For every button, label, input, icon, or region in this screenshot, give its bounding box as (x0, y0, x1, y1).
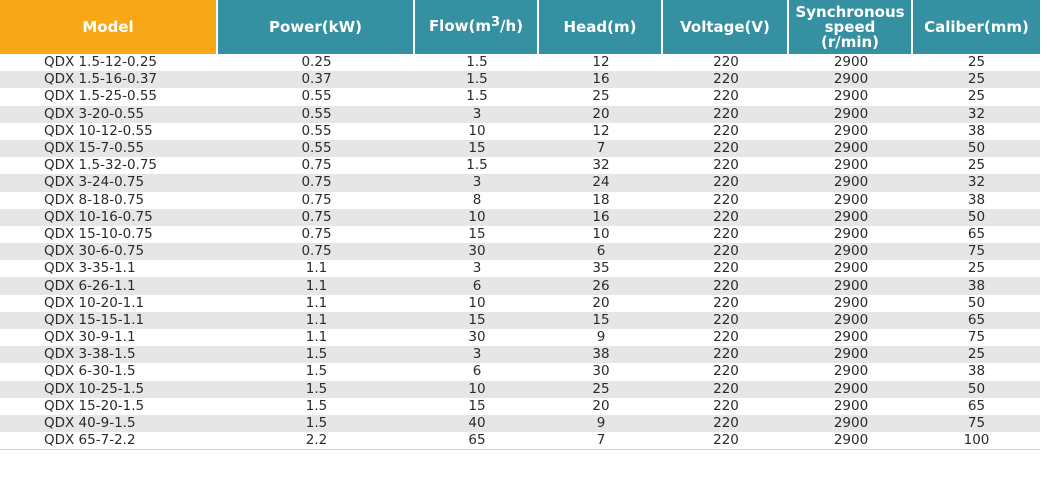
cell-speed: 2900 (789, 432, 913, 450)
table-row (0, 260, 1040, 277)
cell-flow: 30 (415, 329, 539, 346)
header-voltage: Voltage(V) (663, 0, 789, 54)
cell-speed: 2900 (789, 398, 913, 415)
cell-head: 20 (539, 398, 663, 415)
cell-flow: 3 (415, 106, 539, 123)
cell-voltage: 220 (663, 415, 789, 432)
cell-flow: 8 (415, 192, 539, 209)
cell-flow: 3 (415, 174, 539, 191)
cell-voltage: 220 (663, 192, 789, 209)
cell-voltage: 220 (663, 295, 789, 312)
table-header (0, 0, 1040, 54)
cell-caliber: 65 (913, 398, 1040, 415)
cell-voltage: 220 (663, 260, 789, 277)
cell-speed: 2900 (789, 106, 913, 123)
cell-caliber: 50 (913, 209, 1040, 226)
cell-head: 20 (539, 295, 663, 312)
cell-speed: 2900 (789, 157, 913, 174)
cell-model: QDX 15-10-0.75 (0, 226, 218, 243)
cell-model: QDX 30-9-1.1 (0, 329, 218, 346)
table-row (0, 277, 1040, 294)
cell-head: 24 (539, 174, 663, 191)
cell-power: 1.1 (218, 277, 415, 294)
cell-caliber: 38 (913, 277, 1040, 294)
cell-power: 1.5 (218, 346, 415, 363)
cell-head: 25 (539, 88, 663, 105)
header-head: Head(m) (539, 0, 663, 54)
cell-flow: 1.5 (415, 157, 539, 174)
cell-model: QDX 10-25-1.5 (0, 381, 218, 398)
cell-head: 20 (539, 106, 663, 123)
cell-voltage: 220 (663, 346, 789, 363)
cell-flow: 10 (415, 295, 539, 312)
cell-voltage: 220 (663, 140, 789, 157)
cell-head: 18 (539, 192, 663, 209)
cell-flow: 15 (415, 226, 539, 243)
cell-caliber: 75 (913, 329, 1040, 346)
table-row (0, 381, 1040, 398)
table-row (0, 174, 1040, 191)
cell-voltage: 220 (663, 123, 789, 140)
table-row (0, 71, 1040, 88)
cell-voltage: 220 (663, 174, 789, 191)
cell-caliber: 32 (913, 174, 1040, 191)
table-row (0, 88, 1040, 105)
cell-speed: 2900 (789, 346, 913, 363)
cell-head: 9 (539, 415, 663, 432)
cell-power: 1.5 (218, 398, 415, 415)
cell-power: 0.55 (218, 106, 415, 123)
cell-speed: 2900 (789, 123, 913, 140)
header-flow (415, 0, 539, 54)
table-row (0, 123, 1040, 140)
table-row (0, 226, 1040, 243)
cell-speed: 2900 (789, 312, 913, 329)
cell-speed: 2900 (789, 88, 913, 105)
cell-power: 0.75 (218, 157, 415, 174)
cell-model: QDX 10-20-1.1 (0, 295, 218, 312)
header-synchronous-speed (789, 0, 913, 54)
cell-model: QDX 30-6-0.75 (0, 243, 218, 260)
cell-caliber: 65 (913, 312, 1040, 329)
cell-caliber: 38 (913, 192, 1040, 209)
cell-model: QDX 3-24-0.75 (0, 174, 218, 191)
cell-power: 0.55 (218, 140, 415, 157)
cell-caliber: 50 (913, 381, 1040, 398)
cell-head: 7 (539, 432, 663, 450)
cell-model: QDX 1.5-25-0.55 (0, 88, 218, 105)
cell-caliber: 100 (913, 432, 1040, 450)
cell-head: 15 (539, 312, 663, 329)
cell-caliber: 75 (913, 243, 1040, 260)
cell-voltage: 220 (663, 226, 789, 243)
cell-speed: 2900 (789, 174, 913, 191)
cell-flow: 40 (415, 415, 539, 432)
cell-voltage: 220 (663, 71, 789, 88)
cell-speed: 2900 (789, 192, 913, 209)
cell-head: 7 (539, 140, 663, 157)
table-row (0, 346, 1040, 363)
cell-power: 1.5 (218, 363, 415, 380)
cell-voltage: 220 (663, 106, 789, 123)
cell-head: 6 (539, 243, 663, 260)
cell-model: QDX 3-35-1.1 (0, 260, 218, 277)
cell-model: QDX 8-18-0.75 (0, 192, 218, 209)
cell-model: QDX 15-20-1.5 (0, 398, 218, 415)
cell-speed: 2900 (789, 243, 913, 260)
cell-caliber: 38 (913, 363, 1040, 380)
header-caliber: Caliber(mm) (913, 0, 1040, 54)
cell-flow: 10 (415, 381, 539, 398)
cell-flow: 1.5 (415, 71, 539, 88)
cell-flow: 1.5 (415, 54, 539, 71)
cell-voltage: 220 (663, 88, 789, 105)
cell-speed: 2900 (789, 329, 913, 346)
table-row (0, 329, 1040, 346)
cell-speed: 2900 (789, 295, 913, 312)
header-row (0, 0, 1040, 54)
cell-power: 0.55 (218, 88, 415, 105)
cell-voltage: 220 (663, 329, 789, 346)
table-row (0, 192, 1040, 209)
cell-flow: 15 (415, 312, 539, 329)
cell-caliber: 25 (913, 71, 1040, 88)
cell-voltage: 220 (663, 209, 789, 226)
cell-model: QDX 6-30-1.5 (0, 363, 218, 380)
cell-head: 25 (539, 381, 663, 398)
cell-voltage: 220 (663, 277, 789, 294)
cell-head: 38 (539, 346, 663, 363)
header-speed-line2: speed (824, 17, 876, 36)
cell-head: 16 (539, 71, 663, 88)
cell-caliber: 38 (913, 123, 1040, 140)
cell-model: QDX 3-20-0.55 (0, 106, 218, 123)
cell-flow: 15 (415, 398, 539, 415)
cell-flow: 3 (415, 346, 539, 363)
cell-speed: 2900 (789, 71, 913, 88)
header-speed-line3: (r/min) (820, 32, 880, 51)
cell-power: 0.55 (218, 123, 415, 140)
cell-flow: 10 (415, 209, 539, 226)
table-row (0, 54, 1040, 71)
cell-head: 30 (539, 363, 663, 380)
cell-voltage: 220 (663, 381, 789, 398)
cell-head: 9 (539, 329, 663, 346)
cell-model: QDX 10-12-0.55 (0, 123, 218, 140)
cell-power: 0.75 (218, 226, 415, 243)
cell-head: 35 (539, 260, 663, 277)
cell-voltage: 220 (663, 54, 789, 71)
cell-speed: 2900 (789, 381, 913, 398)
table-row (0, 432, 1040, 450)
cell-head: 10 (539, 226, 663, 243)
cell-power: 0.37 (218, 71, 415, 88)
header-flow-end: /h) (500, 17, 524, 35)
cell-flow: 65 (415, 432, 539, 450)
cell-head: 32 (539, 157, 663, 174)
cell-caliber: 25 (913, 88, 1040, 105)
cell-speed: 2900 (789, 140, 913, 157)
cell-speed: 2900 (789, 54, 913, 71)
cell-power: 0.75 (218, 209, 415, 226)
cell-caliber: 65 (913, 226, 1040, 243)
cell-speed: 2900 (789, 277, 913, 294)
cell-power: 0.75 (218, 243, 415, 260)
cell-model: QDX 10-16-0.75 (0, 209, 218, 226)
cell-speed: 2900 (789, 226, 913, 243)
cell-model: QDX 40-9-1.5 (0, 415, 218, 432)
cell-caliber: 75 (913, 415, 1040, 432)
cell-voltage: 220 (663, 398, 789, 415)
table-row (0, 398, 1040, 415)
cell-power: 0.75 (218, 174, 415, 191)
table-row (0, 363, 1040, 380)
table-row (0, 140, 1040, 157)
cell-model: QDX 15-15-1.1 (0, 312, 218, 329)
cell-flow: 6 (415, 277, 539, 294)
cell-voltage: 220 (663, 157, 789, 174)
cell-flow: 1.5 (415, 88, 539, 105)
table-row (0, 106, 1040, 123)
cell-power: 1.1 (218, 260, 415, 277)
cell-head: 12 (539, 123, 663, 140)
cell-caliber: 50 (913, 295, 1040, 312)
cell-flow: 3 (415, 260, 539, 277)
cell-caliber: 50 (913, 140, 1040, 157)
header-model: Model (0, 0, 218, 54)
cell-model: QDX 3-38-1.5 (0, 346, 218, 363)
table-row (0, 312, 1040, 329)
cell-speed: 2900 (789, 363, 913, 380)
cell-voltage: 220 (663, 243, 789, 260)
cell-power: 1.1 (218, 312, 415, 329)
cell-model: QDX 65-7-2.2 (0, 432, 218, 450)
cell-caliber: 32 (913, 106, 1040, 123)
cell-power: 1.1 (218, 329, 415, 346)
cell-model: QDX 15-7-0.55 (0, 140, 218, 157)
cell-flow: 30 (415, 243, 539, 260)
header-flow-superscript: 3 (490, 15, 501, 30)
cell-head: 16 (539, 209, 663, 226)
cell-voltage: 220 (663, 312, 789, 329)
cell-head: 26 (539, 277, 663, 294)
cell-power: 1.5 (218, 381, 415, 398)
table-row (0, 415, 1040, 432)
cell-flow: 10 (415, 123, 539, 140)
header-power: Power(kW) (218, 0, 415, 54)
header-flow-main: Flow(m (428, 17, 491, 35)
cell-power: 2.2 (218, 432, 415, 450)
cell-power: 1.5 (218, 415, 415, 432)
table-row (0, 295, 1040, 312)
cell-caliber: 25 (913, 54, 1040, 71)
table-body (0, 54, 1040, 450)
cell-voltage: 220 (663, 432, 789, 450)
cell-model: QDX 1.5-12-0.25 (0, 54, 218, 71)
table-row (0, 157, 1040, 174)
table-row (0, 243, 1040, 260)
cell-flow: 15 (415, 140, 539, 157)
cell-voltage: 220 (663, 363, 789, 380)
cell-head: 12 (539, 54, 663, 71)
cell-power: 1.1 (218, 295, 415, 312)
header-speed-line1: Synchronous (795, 2, 905, 21)
cell-speed: 2900 (789, 260, 913, 277)
cell-model: QDX 1.5-16-0.37 (0, 71, 218, 88)
cell-caliber: 25 (913, 260, 1040, 277)
cell-speed: 2900 (789, 209, 913, 226)
cell-model: QDX 1.5-32-0.75 (0, 157, 218, 174)
cell-power: 0.25 (218, 54, 415, 71)
cell-caliber: 25 (913, 157, 1040, 174)
cell-model: QDX 6-26-1.1 (0, 277, 218, 294)
cell-speed: 2900 (789, 415, 913, 432)
cell-power: 0.75 (218, 192, 415, 209)
cell-caliber: 25 (913, 346, 1040, 363)
cell-flow: 6 (415, 363, 539, 380)
table-row (0, 209, 1040, 226)
